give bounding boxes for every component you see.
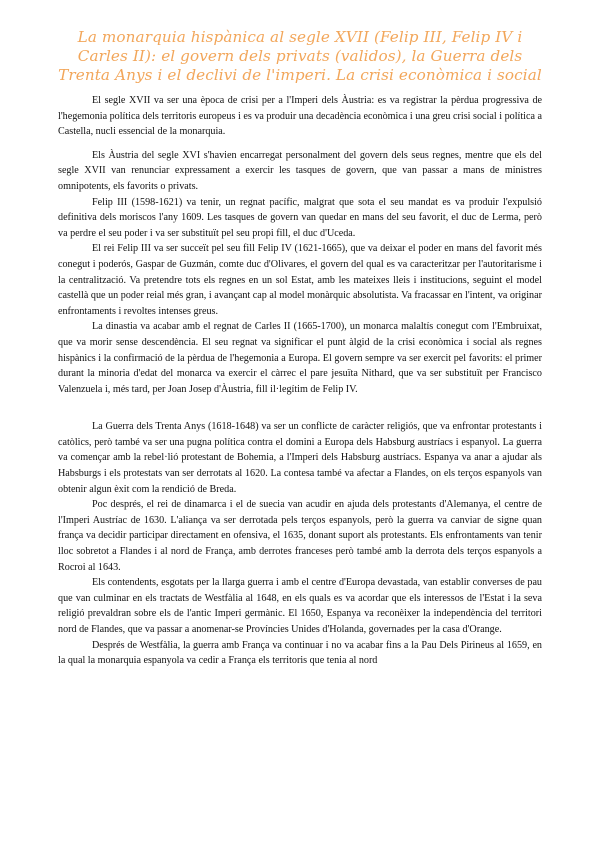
- paragraph-carles-ii: La dinastia va acabar amb el regnat de Carles II (1665-1700), un monarca malaltís conegut com l'Embruixat, que va morir sense descendència. El seu regnat va significar el punt àlgid de la crisi econòmica i social als regnes hispànics i la confirmació de la pèrdua de l'hegemonia a Europa. El govern sempre va ser exercit pel favorits: el primer durant la minoria d'edat del monarca va exercir el càrrec el pare jesuïta Nithard, que va ser substituït per Francisco Valenzuela i, més tard, per Joan Josep d'Àustria, fill il·legítim de Felip IV.: [58, 321, 542, 395]
- paragraph-felip-iii: Felip III (1598-1621) va tenir, un regnat pacífic, malgrat que sota el seu mandat es va produir l'expulsió definitiva dels moriscos l'any 1609. Les tasques de govern van quedar en mans del seu favorit, el duc de Lerma, però va perdre el seu poder i va ser substituït pel seu propi fill, el duc d'Uceda.: [58, 196, 542, 239]
- paragraph-westphalia: Els contendents, esgotats per la llarga guerra i amb el centre d'Europa devastada, van establir converses de pau que van culminar en els tractats de Westfàlia al 1648, en els quals es va acordar que els interessos de l'Estat i la seva religió prevaldran sobre els de l'antic Imperi germànic. El 1650, Espanya va reconèixer la independència del territori nord de Flandes, que va passar a anomenar-se Províncies Unides d'Holanda, governades per la casa d'Orange.: [58, 577, 542, 635]
- paragraph-crisis-intro: El segle XVII va ser una època de crisi per a l'Imperi dels Àustria: es va registrar la pèrdua progressiva de l'hegemonia política dels territoris europeus i es va produir una decadència econòmica i una greu crisi social i política a Castella, nucli essencial de la monarquia.: [58, 95, 542, 138]
- paragraph-austrias-government: Els Àustria del segle XVI s'havien encarregat personalment del govern dels seus regnes, mentre que els del segle XVII van renunciar expressament a exercir les tasques de govern, que van passar a mans de ministres omnipotents, els favorits o privats.: [58, 149, 542, 192]
- document-title: La monarquia hispànica al segle XVII (Felip III, Felip IV i Carles II): el govern dels privats (validos), la Guerra dels Trenta Anys i el declivi de l'imperi. La crisi econòmica i social: [58, 28, 542, 84]
- document-body: [58, 93, 542, 669]
- paragraph-felip-iv: El rei Felip III va ser succeït pel seu fill Felip IV (1621-1665), que va deixar el poder en mans del favorit més conegut i poderós, Gaspar de Guzmán, comte duc d'Olivares, el govern del qual es va caracteritzar per l'autoritarisme i la centralització. Va pretendre tots els regnes en un sol Estat, amb les mateixes lleis i institucions, seguint el model castellà que un poder reial més gran, i avançant cap al model monàrquic absolutista. Va fracassar en l'intent, va originar enfrontaments i revoltes intenses greus.: [58, 243, 542, 317]
- paragraph-pyrenees-peace: Després de Westfàlia, la guerra amb França va continuar i no va acabar fins a la Pau Dels Pirineus al 1659, en la qual la monarquia espanyola va cedir a França els territoris que tenia al nord: [58, 639, 542, 667]
- paragraph-denmark-sweden: Poc després, el rei de dinamarca i el de suecia van acudir en ajuda dels protestants d'Alemanya, el centre de l'Imperi Austríac de 1630. L'aliança va ser derrotada pels terços espanyols, però la guerra va canviar de signe quan frança va decidir participar directament en ofensiva, el 1635, donant suport als protestants. Els enfrontaments van tenir lloc sobretot a Flandes i al nord de França, amb derrotes franceses però també amb la derrota dels terços espanyols a Rocroi al 1643.: [58, 499, 542, 573]
- paragraph-thirty-years-war: La Guerra dels Trenta Anys (1618-1648) va ser un conflicte de caràcter religiós, que va enfrontar protestants i catòlics, però també va ser una pugna política contra el domini a Europa dels Habsburg austríacs i espanyol. La guerra va començar amb la rebel·lió protestant de Bohemia, a l'Imperi dels Habsburg austríacs. Espanya va anar a ajudar als Habsburgs i els protestats van ser derrotats al 1620. La contesa també va afectar a Flandes, on els terços espanyols van obtenir algun èxit com la rendició de Breda.: [58, 421, 542, 495]
